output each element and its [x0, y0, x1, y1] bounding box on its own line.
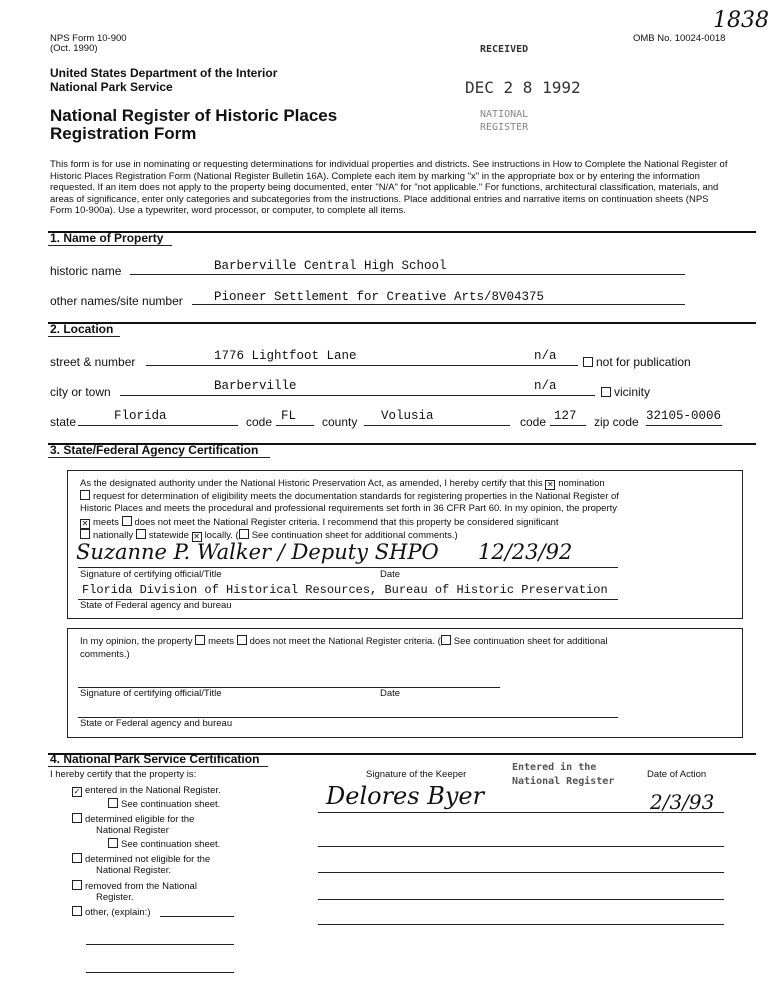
opinion-not-meets-label: does not meet the National Register criteria. (	[249, 636, 441, 647]
section-1-title: 1. Name of Property	[50, 231, 164, 245]
meets-checkbox[interactable]: ✕	[81, 518, 89, 528]
other-names-label: other names/site number	[50, 294, 183, 308]
section-3-underline	[48, 457, 270, 458]
nomination-label: nomination	[558, 478, 605, 489]
keeper-line-3	[318, 872, 724, 873]
keeper-line-4	[318, 899, 724, 900]
not-publication-label: not for publication	[596, 355, 691, 369]
entered-cont-option[interactable]	[108, 798, 220, 810]
county-value[interactable]: Volusia	[381, 409, 434, 423]
historic-name-line	[130, 274, 685, 275]
keeper-signature: Delores Byer	[326, 782, 485, 810]
other-option[interactable]	[72, 906, 150, 918]
street-line	[146, 365, 578, 366]
code-line	[276, 425, 314, 426]
cert-line-1	[80, 478, 680, 490]
entered-label: entered in the National Register.	[85, 785, 221, 796]
historic-name-label: historic name	[50, 264, 122, 278]
eligible-option[interactable]	[72, 813, 194, 825]
statewide-checkbox[interactable]	[136, 529, 146, 539]
agency-label: State of Federal agency and bureau	[80, 600, 232, 611]
removed-checkbox[interactable]	[72, 880, 82, 890]
section-4-title: 4. National Park Service Certification	[50, 752, 260, 766]
city-line	[120, 395, 595, 396]
code-label: code	[246, 415, 273, 429]
section-1-underline	[48, 245, 172, 246]
state-label: state	[50, 415, 77, 429]
request-checkbox[interactable]	[80, 490, 90, 500]
entered-checkbox[interactable]: ✓	[73, 787, 81, 796]
meets-label: meets	[93, 516, 119, 528]
state-value[interactable]: Florida	[114, 409, 167, 423]
not-eligible-option[interactable]	[72, 853, 210, 865]
eligible-label-1: determined eligible for the	[85, 814, 195, 825]
removed-option[interactable]	[72, 880, 197, 892]
not-meets-label: does not meet the National Register criteria. I recommend that this property be considered significant	[134, 516, 559, 528]
opinion-text	[80, 635, 700, 661]
other-names-value[interactable]: Pioneer Settlement for Creative Arts/8V04375	[214, 290, 545, 304]
eligible-cont-checkbox[interactable]	[108, 838, 118, 848]
city-value[interactable]: Barberville	[214, 379, 297, 393]
code-value[interactable]: FL	[281, 409, 297, 423]
date-action-label: Date of Action	[647, 769, 707, 780]
handwritten-number: 1838	[713, 8, 769, 33]
form-date: (Oct. 1990)	[50, 43, 98, 54]
keeper-line-5	[318, 924, 724, 925]
opinion-line-1	[80, 635, 700, 649]
date-label: Date	[380, 569, 401, 580]
cert-line-3: Historic Places and meets the procedural and professional requirements set forth in 36 CFR Part 60. In my opinion, the property	[80, 503, 618, 515]
keeper-line-2	[318, 846, 724, 847]
cert-line-2	[80, 490, 680, 503]
vicinity-checkbox[interactable]	[601, 387, 611, 397]
eligible-cont-label: See continuation sheet.	[121, 839, 221, 850]
service-name: National Park Service	[50, 80, 173, 94]
stamp-received: RECEIVED	[480, 44, 529, 55]
nationally-checkbox[interactable]	[80, 529, 90, 539]
city-na[interactable]: n/a	[534, 379, 557, 393]
historic-name-value[interactable]: Barberville Central High School	[214, 259, 447, 273]
stamp-date: DEC 2 8 1992	[465, 78, 581, 97]
signature-label: Signature of certifying official/Title	[80, 569, 222, 580]
instructions: This form is for use in nominating or requesting determinations for individual properties and districts. See instructions in How to Complete the National Register of Historic Places Registration Form (National Register Bulletin 16A). Complete each item by marking "x" in the appropriate box or by entering the information requested. If an item does not apply to the property being documented, enter "N/A" for "not applicable." For functions, architectural classification, materials, and areas of significance, enter only categories and subcategories from the instructions. Place additional entries and narrative items on continuation sheets (NPS Form 10-900a). Use a typewriter, word processor, or computer, to complete all items.	[50, 159, 728, 216]
removed-label-1: removed from the National	[85, 881, 197, 892]
cont-sheet-checkbox[interactable]	[239, 529, 249, 539]
not-eligible-label-1: determined not eligible for the	[85, 854, 211, 865]
section-2-title: 2. Location	[50, 322, 114, 336]
county-code-label: code	[520, 415, 547, 429]
county-label: county	[322, 415, 358, 429]
opinion-meets-label: meets	[208, 636, 234, 647]
zip-value[interactable]: 32105-0006	[646, 409, 722, 423]
opinion-cont-label: See continuation sheet for additional	[453, 636, 608, 647]
state-line	[78, 425, 238, 426]
keeper-line-1	[318, 812, 724, 813]
stamp-entered-line1: Entered in the	[512, 762, 597, 773]
vicinity[interactable]	[601, 385, 650, 399]
county-line	[364, 425, 510, 426]
other-checkbox[interactable]	[72, 906, 82, 916]
cert-line-1-text: As the designated authority under the National Historic Preservation Act, as amended, I hereby certify that this	[80, 478, 543, 489]
street-label: street & number	[50, 355, 136, 369]
dept-name: United States Department of the Interior	[50, 66, 278, 80]
city-label: city or town	[50, 385, 111, 399]
opinion-signature-label: Signature of certifying official/Title	[80, 688, 222, 699]
eligible-checkbox[interactable]	[72, 813, 82, 823]
form-number: NPS Form 10-900	[50, 33, 127, 44]
not-eligible-label-2: National Register.	[96, 865, 171, 876]
certify-label: I hereby certify that the property is:	[50, 769, 197, 780]
locally-label: locally. (	[204, 529, 239, 541]
stamp-national: NATIONAL	[480, 109, 529, 120]
section-4-underline	[48, 766, 268, 767]
zip-line	[646, 425, 722, 426]
not-for-publication[interactable]	[583, 355, 691, 369]
street-na[interactable]: n/a	[534, 349, 557, 363]
county-code-line	[550, 425, 586, 426]
vicinity-label: vicinity	[614, 385, 651, 399]
stamp-register: REGISTER	[480, 122, 529, 133]
section-3-title: 3. State/Federal Agency Certification	[50, 443, 259, 457]
cert-line-4	[80, 516, 680, 529]
eligible-label-2: National Register	[96, 825, 169, 836]
street-value[interactable]: 1776 Lightfoot Lane	[214, 349, 357, 363]
cert-line-2-text: request for determination of eligibility meets the documentation standards for registering properties in the National Register of	[93, 491, 619, 503]
locally-checkbox[interactable]: ✕	[193, 531, 200, 541]
removed-label-2: Register.	[96, 892, 134, 903]
state-signature: Suzanne P. Walker / Deputy SHPO	[76, 540, 439, 564]
opinion-prefix: In my opinion, the property	[80, 636, 193, 647]
action-date: 2/3/93	[650, 790, 715, 814]
signature-line	[78, 567, 618, 568]
form-subtitle: Registration Form	[50, 124, 197, 143]
omb-number: OMB No. 10024-0018	[633, 33, 726, 44]
certification-text	[80, 478, 680, 542]
not-eligible-checkbox[interactable]	[72, 853, 82, 863]
explain-line-1	[86, 944, 234, 945]
stamp-entered-line2: National Register	[512, 776, 615, 787]
entered-option[interactable]	[72, 785, 221, 797]
zip-label: zip code	[594, 415, 639, 429]
entered-cont-label: See continuation sheet.	[121, 799, 221, 810]
opinion-cont-checkbox[interactable]	[441, 635, 451, 645]
county-code-value[interactable]: 127	[554, 409, 577, 423]
form-title: National Register of Historic Places	[50, 106, 338, 125]
other-names-line	[192, 304, 685, 305]
nationally-label: nationally	[93, 529, 134, 541]
nomination-checkbox[interactable]: ✕	[546, 480, 554, 489]
eligible-cont-option[interactable]	[108, 838, 220, 850]
statewide-label: statewide	[148, 529, 189, 541]
explain-line-2	[86, 972, 234, 973]
keeper-label: Signature of the Keeper	[366, 769, 467, 780]
opinion-date-label: Date	[380, 688, 401, 699]
not-meets-checkbox[interactable]	[122, 516, 132, 526]
not-publication-checkbox[interactable]	[583, 357, 593, 367]
opinion-not-meets-checkbox[interactable]	[237, 635, 247, 645]
rule-section-2	[48, 322, 756, 324]
section-2-underline	[48, 336, 120, 337]
entered-cont-checkbox[interactable]	[108, 798, 118, 808]
state-signature-date: 12/23/92	[478, 540, 573, 564]
opinion-line-2: comments.)	[80, 648, 130, 660]
cont-sheet-label: See continuation sheet for additional comments.)	[251, 529, 458, 541]
agency-value[interactable]: Florida Division of Historical Resources, Bureau of Historic Preservation	[82, 583, 608, 597]
opinion-agency-label: State or Federal agency and bureau	[80, 718, 233, 729]
other-label: other, (explain:)	[85, 907, 151, 918]
other-line	[160, 916, 234, 917]
opinion-meets-checkbox[interactable]	[195, 635, 205, 645]
